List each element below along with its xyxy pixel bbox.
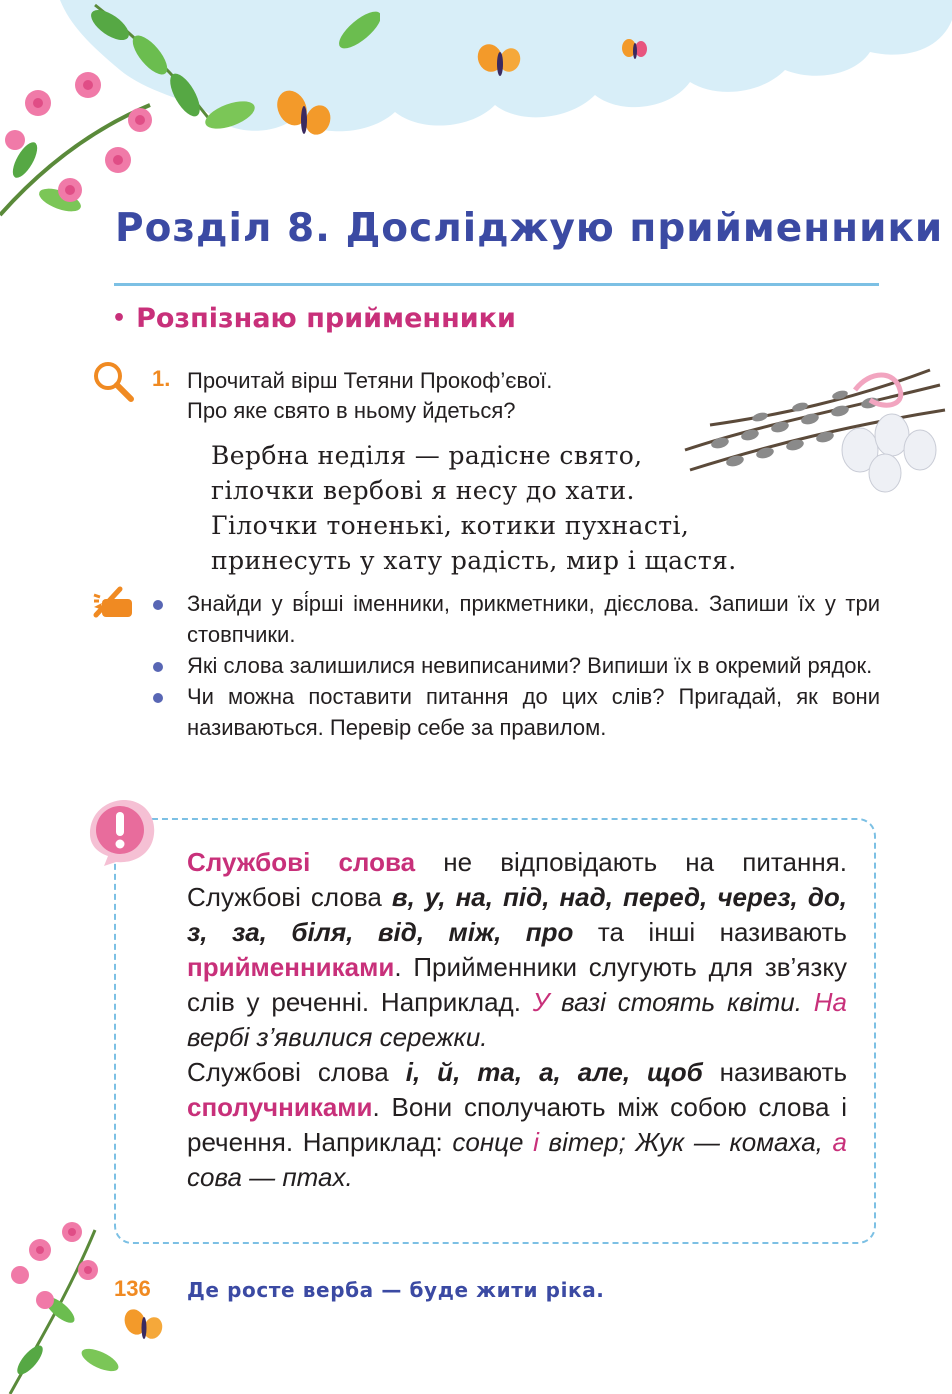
poem-line: принесуть у хату радість, мир і щастя.	[211, 546, 737, 575]
butterfly-icon	[618, 36, 652, 66]
example-preposition: На	[813, 987, 847, 1017]
task-line-1: Прочитай вірш Тетяни Прокоф’євої.	[187, 368, 553, 393]
search-icon	[92, 360, 136, 404]
term-prepositions: прийменниками	[187, 952, 395, 982]
subtitle-text: Розпізнаю прийменники	[136, 303, 516, 334]
exercise-list	[150, 588, 880, 743]
poem-line: гілочки вербові я несу до хати.	[211, 476, 635, 505]
task-instruction	[187, 366, 552, 426]
task-number: 1.	[152, 366, 171, 391]
poem-line: Вербна неділя — радісне свято,	[211, 441, 643, 470]
example-conjunction: і	[533, 1127, 539, 1157]
butterfly-icon	[121, 1306, 165, 1341]
title-divider	[114, 283, 879, 286]
example-preposition: У	[532, 987, 550, 1017]
chapter-title: Розділ 8. Досліджую прийменники	[115, 206, 944, 251]
conjunctions-list: і, й, та, а, але, щоб	[405, 1057, 703, 1087]
rule-text: Службові слова не відповідають на питання. Службові слова в, у, на, під, над, перед, через, до, з, за, біля, від, між, про та інші називають прийменниками. Прийменники слугують для зв’язку слів у реченні. Наприклад. У вазі стоять квіти. На вербі з’явилися сережки. Службові слова і, й, та, а, але, щоб називають сполучниками. Вони сполучають між собою слова і речення. Наприклад: сонце і вітер; Жук — комаха, а сова — птах.	[187, 847, 847, 1192]
task-line-2: Про яке свято в ньому йдеться?	[187, 398, 516, 423]
writing-hand-icon	[92, 585, 136, 621]
prepositions-list: в, у, на, під, над, перед, через, до, з, за, біля, від, між, про	[187, 882, 847, 947]
exclamation-icon	[82, 796, 160, 868]
poem-line: Гілочки тоненькі, котики пухнасті,	[211, 511, 690, 540]
term-conjunctions: сполучниками	[187, 1092, 373, 1122]
page-number: 136	[114, 1276, 151, 1301]
flower-branch-decoration	[0, 1210, 180, 1394]
example-conjunction: а	[832, 1127, 847, 1157]
section-subtitle	[112, 303, 516, 334]
footer-proverb: Де росте верба — буде жити ріка.	[187, 1278, 605, 1302]
poem	[211, 438, 737, 578]
flower-branch-decoration	[0, 0, 380, 230]
subtitle-bullet: •	[112, 306, 127, 331]
exercise-item: Знайди у ві́рші іменники, прикметники, дієслова. Запиши їх у три стовпчики.	[150, 588, 880, 650]
exercise-item: Чи можна поставити питання до цих слів? Пригадай, як вони називаються. Перевір себе за правилом.	[150, 681, 880, 743]
term-service-words: Службові слова	[187, 847, 416, 877]
butterfly-icon	[272, 86, 335, 138]
butterfly-icon	[470, 38, 530, 88]
exercise-item: Які слова залишилися невиписаними? Випиши їх в окремий рядок.	[150, 650, 880, 681]
